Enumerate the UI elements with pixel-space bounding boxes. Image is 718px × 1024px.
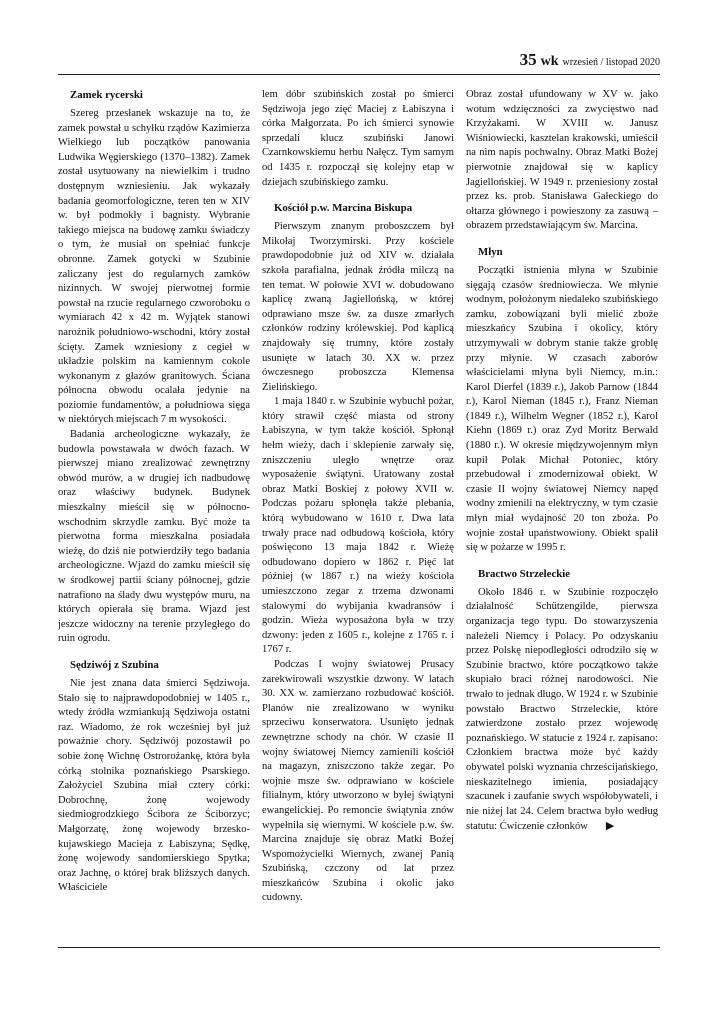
issue-date: wrzesień / listopad 2020 bbox=[562, 57, 660, 68]
paragraph: 1 maja 1840 r. w Szubinie wybuchł pożar, który strawił część miasta od strony Łabiszyna, w tym także kościół. Spłonął hełm wieży, dach i sklepienie zarwały się, zniszczeniu uległo wnętrze oraz wyposażenie świątyni. Uratowany został obraz Matki Boskiej z połowy XVII w. Podczas pożaru spłonęła także plebania, którą wybudowano w 1610 r. Dwa lata trwały prace nad odbudową kościoła, który poświęcono 13 maja 1842 r. Wieżę odbudowano dopiero w 1862 r. Pięć lat później (w 1867 r.) na wieży kościoła umieszczono zegar z trzema dzwonami stalowymi do wybijania kwadransów i godzin. Wieża wyposażona była w trzy dzwony: jeden z 1605 r., kolejne z 1765 r. i 1767 r. bbox=[262, 396, 454, 656]
paragraph: Obraz został ufundowany w XV w. jako wotum wdzięczności za zwycięstwo nad Krzyżakami. W XVIII w. Janusz Wiśniowiecki, kasztelan krakowski, umieścił na nim napis pochwalny. Obraz Matki Bożej pierwotnie znajdował się w kaplicy Jagiellońskiej. W 1949 r. przeniesiony został przez ks. prob. Stanisława Gałeckiego do ołtarza głównego i powieszony za zasuwą – obrazem przedstawiającym św. Marcina. bbox=[466, 89, 658, 232]
heading-zamek-rycerski: Zamek rycerski bbox=[70, 89, 143, 101]
paragraph: Szereg przesłanek wskazuje na to, że zamek powstał u schyłku rządów Kazimierza Wielkiego lub początków panowania Ludwika Węgierskiego (1370–1382). Zamek został usytuowany na niewielkim i trudno dostępnym wzniesieniu. Jak wykazały badania geomorfologiczne, teren ten w XIV w. był podmokły i bagnisty. Wybranie takiego miejsca na budowę zamku świadczy o tym, że musiał on spełniać funkcje obronne. Zamek gotycki w Szubinie zaliczany jest do regularnych zamków nizinnych. W swojej pierwotnej formie powstał na rzucie regularnego czworoboku o wymiarach 42 x 42 m. Wyjątek stanowi narożnik południowo-wschodni, który został ścięty. Zamek wzniesiony z cegieł w układzie polskim na kamiennym cokole wykonanym z głazów granitowych. Ściana północna obwodu ocalała jedynie na poziomie fundamentów, a południowa sięga w niektórych miejscach 7 m wysokości. bbox=[58, 108, 250, 426]
paragraph-text: Około 1846 r. w Szubinie rozpoczęło działalność Schützengilde, pierwsza organizacja tego typu. Do stowarzyszenia należeli Niemcy i Polacy. Po odzyskaniu przez Polskę niepodległości odrodziło się w Szubinie bractwo, które początkowo także skupiało braci różnej narodowości. Nie trwało to jednak długo. W 1924 r. w Szubinie powstało Bractwo Strzeleckie, które zatwierdzone zostało przez wojewodę poznańskiego. W statucie z 1924 r. zapisano: Członkiem bractwa może być każdy obywatel polski wyznania chrześcijańskiego, nieskazitelnego imienia, posiadający szacunek i zaufanie swych współobywateli, i nie niżej lat 24. Celem bractwa było według statutu: Ćwiczenie członków bbox=[466, 586, 658, 833]
heading-bractwo: Bractwo Strzeleckie bbox=[478, 567, 571, 580]
heading-kosciol: Kościół p.w. Marcina Biskupa bbox=[274, 202, 413, 215]
column-1 bbox=[58, 88, 250, 940]
heading-sedziwoj: Sędziwój z Szubina bbox=[70, 658, 159, 671]
page-number: 35 bbox=[519, 50, 537, 69]
paragraph: Nie jest znana data śmierci Sędziwoja. Stało się to najprawdopodobniej w 1405 r., wtedy źródła wzmiankują Sędziwoja ostatni raz. Wiadomo, że rok wcześniej był już poważnie chory. Sędziwój pozostawił po sobie żonę Wichnę Ostrorożankę, która była córką stolnika poznańskiego Psarskiego. Założyciel Szubina miał cztery córki: Dobrochnę, żonę wojewody siedmiogrodzkiego Ścibora ze Ściborzyc; Małgorzatę, żonę wojewody brzesko-kujawskiego Macieja z Łabiszyna; Sędkę, żonę wojewody sandomierskiego Spytka; oraz Jachnę, o której brak bliższych danych. Właściciele bbox=[58, 677, 250, 894]
column-2 bbox=[262, 88, 454, 940]
paragraph: Badania archeologiczne wykazały, że budowla powstawała w dwóch fazach. W pierwszej miano zrealizować zewnętrzny obwód murów, a w drugiej ich nadbudowę oraz właściwy budynek. Budynek mieszkalny mieścił się w północno-wschodnim skrzydle zamku. Być może ta pierwotna forma mieszkalna posiadała wieżę, do dziś nie potwierdziły tego badania archeologiczne. Wjazd do zamku mieścił się w środkowej partii ściany północnej, gdzie natrafiono na ślady dwu występów muru, na których opierała się brama. Wjazd jest jeszcze widoczny na terenie przyległego do ruin ogrodu. bbox=[58, 429, 250, 645]
article-body bbox=[58, 88, 660, 940]
continue-arrow-icon: ▶ bbox=[605, 820, 615, 833]
heading-mlyn: Młyn bbox=[478, 245, 503, 258]
paragraph: Podczas I wojny światowej Prusacy zarekwirowali wszystkie dzwony. W latach 30. XX w. zamierzano rozbudować kościół. Planów nie zrealizowano w wyniku sprzeciwu konserwatora. Usunięto jednak zewnętrzne schody na chór. W czasie II wojny światowej Niemcy zamienili kościół na magazyn, zniszczono także zegar. Po wojnie msze św. odprawiano w kościele filialnym, który utworzono w byłej świątyni ewangelickiej. Po remoncie świątynia znów wypełniła się wiernymi. W kościele p.w. św. Marcina znajduje się obraz Matki Bożej Wspomożycielki Wiernych, zwanej Panią Szubińską, czczony od lat przez mieszkańców Szubina i okolic jako cudowny. bbox=[262, 658, 454, 904]
magazine-name: wk bbox=[540, 54, 559, 69]
paragraph: Pierwszym znanym proboszczem był Mikołaj Tworzymirski. Przy kościele prawdopodobnie już od XIV w. działała szkoła parafialna, jednak źródła milczą na ten temat. W połowie XVI w. dobudowano kaplicę zwaną Jagiellońską, w której odprawiano msze św. za dusze zmarłych członków rodziny królewskiej. Pod kaplicą znajdowały się trumny, które zostały usunięte w latach 30. XX w. przez ówczesnego proboszcza Klemensa Zielińskiego. bbox=[262, 221, 454, 393]
page-header bbox=[520, 50, 660, 70]
paragraph bbox=[466, 586, 658, 835]
bottom-rule bbox=[58, 947, 660, 948]
paragraph: Początki istnienia młyna w Szubinie sięgają czasów średniowiecza. We młynie wodnym, położonym niedaleko szubińskiego zamku, zobowiązani byli mielić zboże mieszkańcy Szubina i okolicy, który utrzymywali w dobrym stanie także groblę przy młynie. W czasach zaborów właścicielami młyna byli Niemcy, m.in.: Karol Dierfel (1839 r.), Jakob Parnow (1844 r.), Karol Nieman (1845 r.), Franz Nieman (1849 r.), Wilhelm Wegner (1852 r.), Karol Kiehn (1869 r.) oraz Zyd Moritz Berwald (1880 r.). W okresie międzywojennym młyn kupił Polak Michał Potoniec, który przebudował i zmodernizował obiekt. W czasie II wojny światowej Niemcy napęd wodny zmienili na elektryczny, w tym czasie młyn miał wydajność 20 ton zboża. Po wojnie został upaństwowiony. Obiekt spalił się w pożarze w 1995 r. bbox=[466, 264, 658, 554]
column-3 bbox=[466, 88, 658, 940]
paragraph: lem dóbr szubińskich został po śmierci Sędziwoja jego zięć Maciej z Łabiszyna i córka Małgorzata. Po ich śmierci synowie sprzedali klucz szubiński Janowi Czarnkowskiemu herbu Nałęcz. Tym samym od 1435 r. rozpoczął się kolejny etap w dziejach szubińskiego zamku. bbox=[262, 89, 454, 188]
top-rule bbox=[58, 74, 660, 75]
